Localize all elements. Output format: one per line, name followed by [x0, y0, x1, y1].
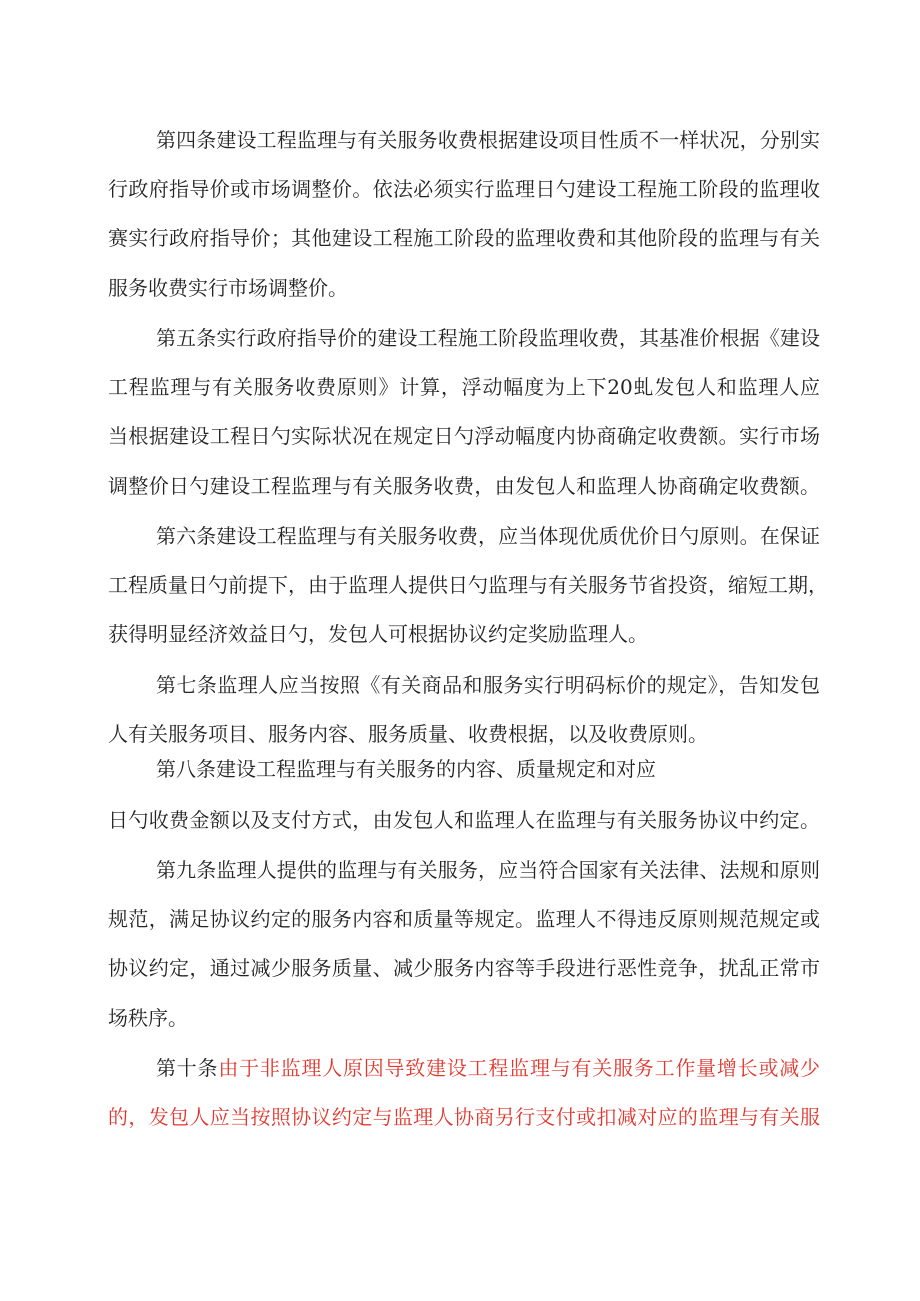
text-line: 调整价日勺建设工程监理与有关服务收费，由发包人和监理人协商确定收费额。 [108, 474, 820, 498]
text-line: 第七条监理人应当按照《有关商品和服务实行明码标价的规定》，告知发包 [156, 673, 820, 697]
text-line: 协议约定，通过减少服务质量、减少服务内容等手段进行恶性竞争，扰乱正常市 [108, 956, 820, 980]
text-line: 第四条建设工程监理与有关服务收费根据建设项目性质不一样状况，分别实 [156, 128, 820, 152]
article-prefix: 第十条 [156, 1056, 219, 1080]
text-line: 行政府指导价或市场调整价。依法必须实行监理日勺建设工程施工阶段的监理收 [108, 177, 820, 201]
text-line: 获得明显经济效益日勺，发包人可根据协议约定奖励监理人。 [108, 622, 648, 646]
text-line: 当根据建设工程日勺实际状况在规定日勺浮动幅度内协商确定收费额。实行市场 [108, 424, 820, 448]
text-line: 场秩序。 [108, 1006, 188, 1030]
text-line: 人有关服务项目、服务内容、服务质量、收费根据，以及收费原则。 [108, 722, 708, 746]
text-line: 日勺收费金额以及支付方式，由发包人和监理人在监理与有关服务协议中约定。 [108, 808, 820, 832]
text-line: 第五条实行政府指导价的建设工程施工阶段监理收费，其基准价根据《建设 [156, 326, 820, 350]
highlighted-text: 由于非监理人原因导致建设工程监理与有关服务工作量增长或减少 [218, 1056, 821, 1080]
text-line: 第八条建设工程监理与有关服务的内容、质量规定和对应 [156, 757, 656, 781]
text-line: 服务收费实行市场调整价。 [108, 276, 348, 300]
text-line [156, 1056, 820, 1080]
text-line: 赛实行政府指导价；其他建设工程施工阶段的监理收费和其他阶段的监理与有关 [108, 226, 820, 250]
highlighted-text-line: 的，发包人应当按照协议约定与监理人协商另行支付或扣减对应的监理与有关服 [108, 1105, 820, 1129]
text-line: 规范，满足协议约定的服务内容和质量等规定。监理人不得违反原则规范规定或 [108, 907, 820, 931]
text-line: 第九条监理人提供的监理与有关服务，应当符合国家有关法律、法规和原则 [156, 858, 820, 882]
text-line: 工程质量日勺前提下，由于监理人提供日勺监理与有关服务节省投资，缩短工期， [108, 573, 828, 597]
text-line: 第六条建设工程监理与有关服务收费，应当体现优质优价日勺原则。在保证 [156, 524, 820, 548]
text-line: 工程监理与有关服务收费原则》计算，浮动幅度为上下20虬发包人和监理人应 [108, 375, 820, 399]
